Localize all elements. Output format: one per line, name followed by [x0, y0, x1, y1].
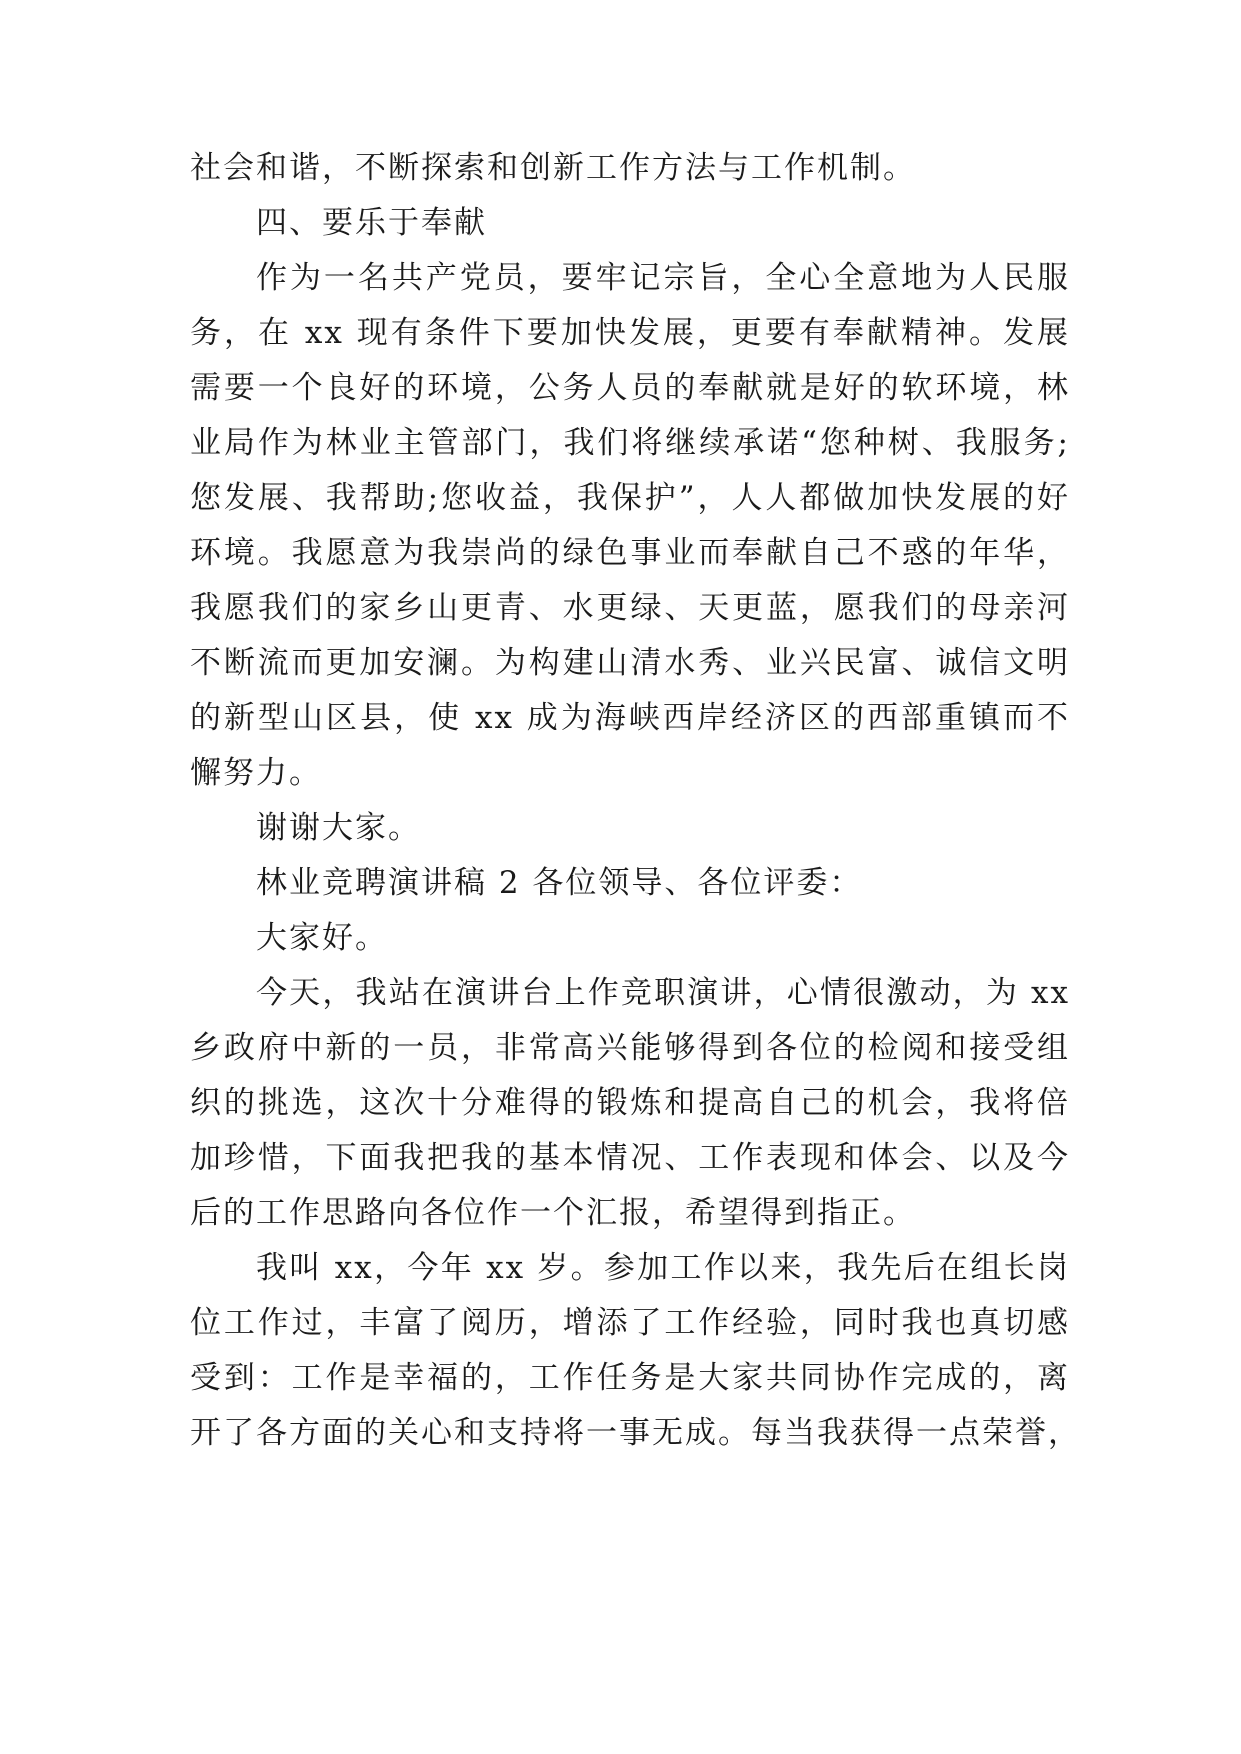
text-line: 我愿我们的家乡山更青、水更绿、天更蓝，愿我们的母亲河	[190, 590, 1070, 626]
text-line: 需要一个良好的环境，公务人员的奉献就是好的软环境，林	[190, 370, 1070, 406]
text-line: 环境。我愿意为我崇尚的绿色事业而奉献自己不惑的年华，	[190, 535, 1070, 571]
text-line: 谢谢大家。	[256, 810, 421, 846]
speech-title-line: 林业竞聘演讲稿 2 各位领导、各位评委：	[256, 865, 863, 901]
text-line: 后的工作思路向各位作一个汇报，希望得到指正。	[190, 1195, 916, 1231]
text-line: 开了各方面的关心和支持将一事无成。每当我获得一点荣誉，	[190, 1415, 1081, 1451]
text-line: 社会和谐，不断探索和创新工作方法与工作机制。	[190, 150, 916, 186]
text-line: 不断流而更加安澜。为构建山清水秀、业兴民富、诚信文明	[190, 645, 1070, 681]
text-line: 乡政府中新的一员，非常高兴能够得到各位的检阅和接受组	[190, 1030, 1070, 1066]
section-heading: 四、要乐于奉献	[256, 205, 487, 241]
text-line: 织的挑选，这次十分难得的锻炼和提高自己的机会，我将倍	[190, 1085, 1070, 1121]
text-line: 位工作过，丰富了阅历，增添了工作经验，同时我也真切感	[190, 1305, 1070, 1341]
text-line: 的新型山区县，使 xx 成为海峡西岸经济区的西部重镇而不	[190, 700, 1070, 736]
text-line: 受到：工作是幸福的，工作任务是大家共同协作完成的，离	[190, 1360, 1070, 1396]
text-line: 我叫 xx，今年 xx 岁。参加工作以来，我先后在组长岗	[256, 1250, 1070, 1286]
text-line: 您发展、我帮助;您收益，我保护”，人人都做加快发展的好	[190, 480, 1070, 516]
text-line: 务，在 xx 现有条件下要加快发展，更要有奉献精神。发展	[190, 315, 1070, 351]
text-line: 作为一名共产党员，要牢记宗旨，全心全意地为人民服	[256, 260, 1070, 296]
text-line: 业局作为林业主管部门，我们将继续承诺“您种树、我服务;	[190, 425, 1070, 461]
text-line: 今天，我站在演讲台上作竞职演讲，心情很激动，为 xx	[256, 975, 1070, 1011]
greeting-line: 大家好。	[256, 920, 388, 956]
text-line: 懈努力。	[190, 755, 322, 791]
text-line: 加珍惜，下面我把我的基本情况、工作表现和体会、以及今	[190, 1140, 1070, 1176]
